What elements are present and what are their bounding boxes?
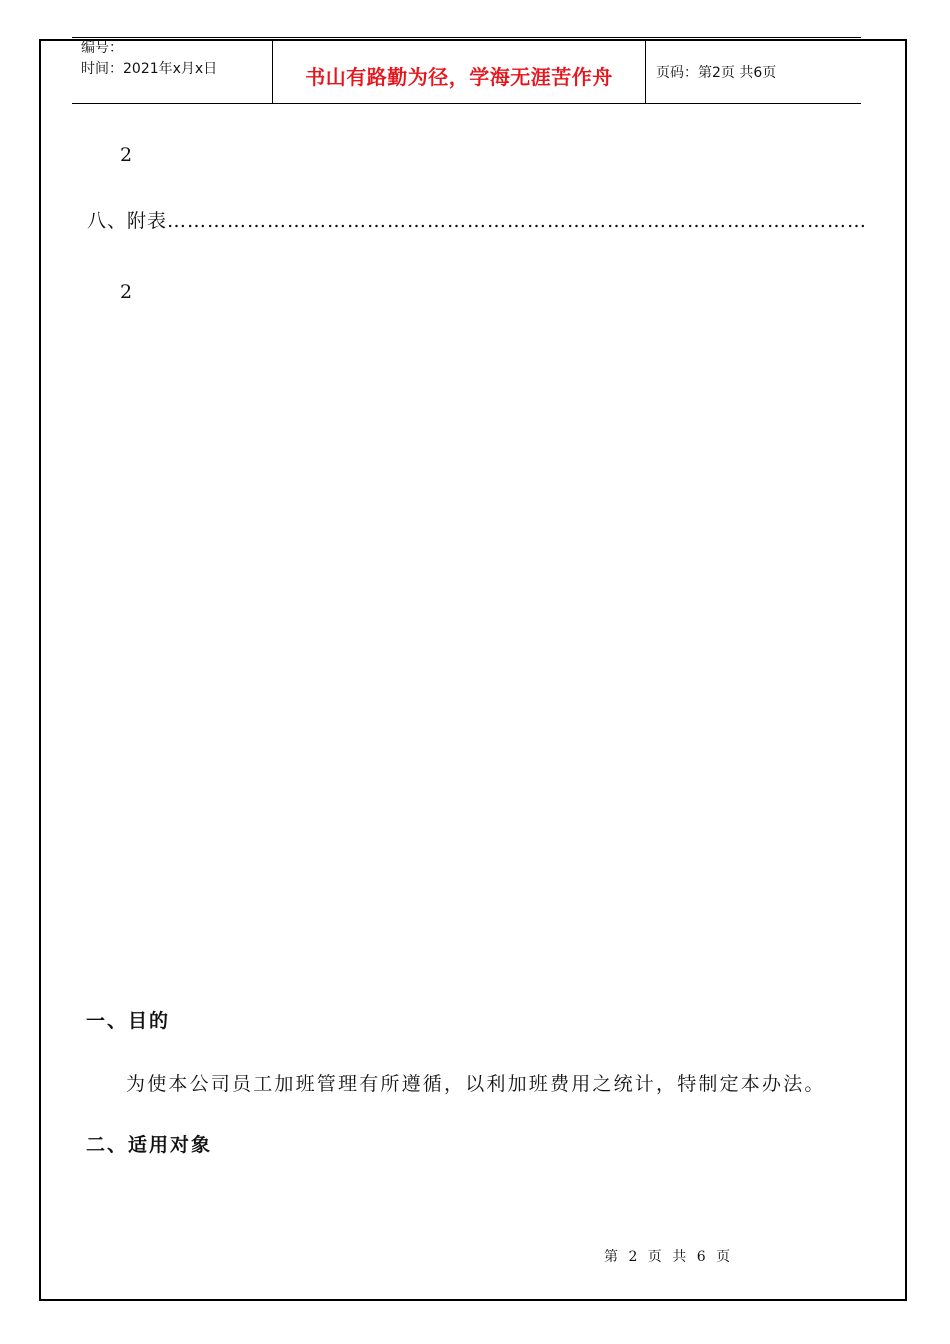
header-top-rule	[72, 37, 861, 38]
header-meta-cell	[72, 40, 273, 103]
page-header	[72, 40, 861, 104]
header-page-cell	[646, 40, 861, 103]
section-heading-purpose: 一、目的	[86, 1010, 171, 1032]
toc-page-number: 2	[120, 281, 133, 303]
header-motto: 书山有路勤为径，学海无涯苦作舟	[305, 65, 613, 89]
header-page-info: 页码：第2页 共6页	[656, 65, 777, 81]
page-footer: 第 2 页 共 6 页	[604, 1249, 734, 1265]
section-paragraph-purpose: 为使本公司员工加班管理有所遵循，以利加班费用之统计，特制定本办法。	[126, 1073, 826, 1095]
toc-entry-appendix: 八、附表……………………………………………………………………………………………	[87, 210, 868, 232]
document-number-label: 编号：	[81, 40, 123, 56]
header-motto-cell	[273, 40, 646, 103]
document-date: 时间：2021年x月x日	[81, 61, 218, 77]
toc-page-number: 2	[120, 144, 133, 166]
section-heading-scope: 二、适用对象	[86, 1134, 213, 1156]
